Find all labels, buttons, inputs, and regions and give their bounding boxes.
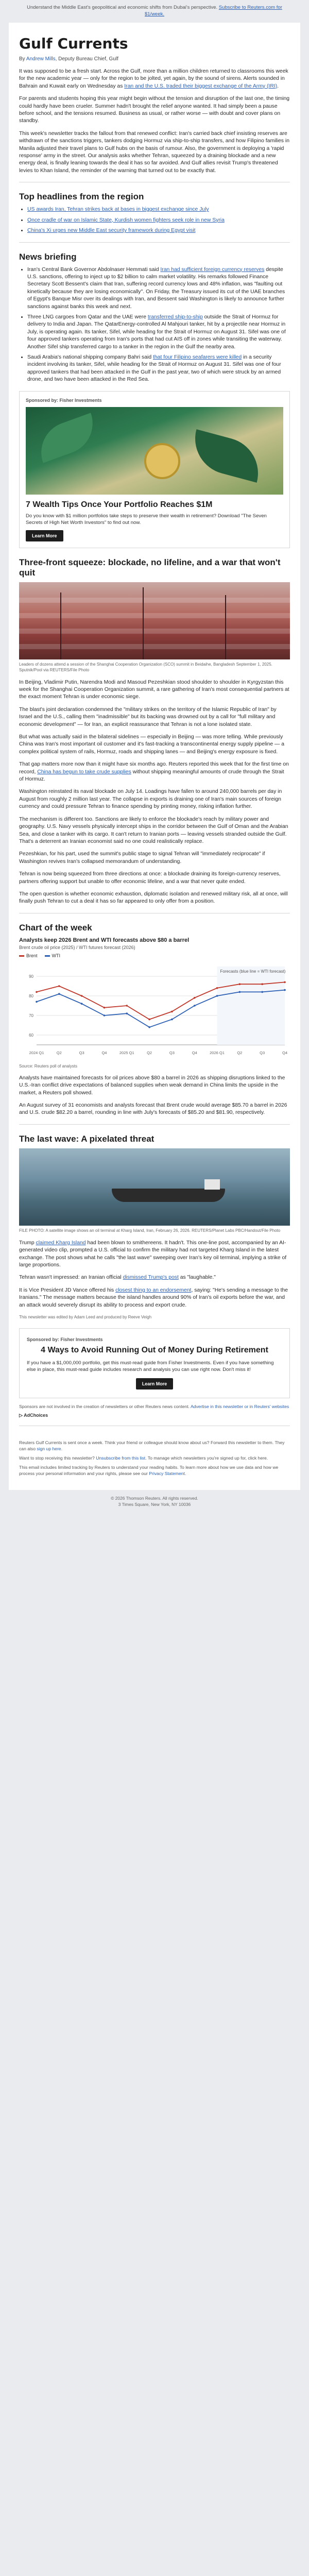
x-tick-label: Q4: [192, 1050, 197, 1055]
threat-photo-caption: FILE PHOTO: A satellite image shows an oil terminal at Kharg Island, Iran, February 26, 2026. REUTERS/Planet Labs PBC/Handout/File Photo: [19, 1228, 281, 1233]
tanker-bridge-shape: [204, 1179, 220, 1190]
feature-paragraph: Washington reinstated its naval blockade on July 14. Loadings have fallen to around 240,000 barrels per day in August from roughly 2 million last year. The collapse in exports is draining one of Iran's main sources of foreign currency and could pressure Tehran to finance spending by printing money, risking inflation further.: [19, 789, 282, 810]
promo-card[interactable]: [19, 1328, 290, 1398]
legend-item-brent: Brent: [19, 953, 38, 958]
data-point-wti: [104, 1014, 106, 1016]
promo-learn-more-button[interactable]: Learn More: [136, 1378, 174, 1389]
oil-price-chart: [19, 961, 290, 1059]
address: 3 Times Square, New York, NY 10036: [118, 1502, 191, 1507]
intro-paragraph-2: For parents and students hoping this year might begin without the tension and disruption of the last one, the timing could hardly have been crueler. Summer hadn't brought the relief anyone wanted. It had simply been a pause before school, and the tensions resumed. Business as usual, or rather worse — with doubt and cover plans on standby.: [19, 96, 290, 124]
edit-note: This newsletter was edited by Adam Leed and produced by Reeve Veigh: [19, 1315, 152, 1320]
tanker-shape: [112, 1189, 225, 1202]
sponsor-text: Do you know with $1 million portfolios take steps to preserve their wealth in retirement? Download "The Seven Secrets of High Net Worth Investors" to find out now.: [26, 513, 267, 526]
top-headlines-title: Top headlines from the region: [19, 192, 144, 202]
footer-line: Want to stop receiving this newsletter? Unsubscribe from this list. To manage which newsletters you're signed up for, click here.: [19, 1455, 268, 1461]
data-point-brent: [239, 983, 241, 985]
feature-paragraph: But what was actually said in the bilateral sidelines — especially in Beijing — was more telling. While previously China was Iran's most important oil customer and it's fast-tracking a transcontinental energy supply pipeline — a complex political system of rails, Hormuz, roads and shipping lanes — and Beijing's energy exposure is fixed.: [19, 734, 285, 755]
threat-title: The last wave: A pixelated threat: [19, 1133, 154, 1144]
briefing-item: • Iran's Central Bank Governor Abdolnaser Hemmati said Iran had sufficient foreign currency reserves despite U.S. sanctions, offering to inject up to $2 billion to calm market volatility. His remarks followed Finance Secretary Scott Bessent's claim that Iran, suffering record currency lows and 48% inflation, was "faulting out kinetically because they are losing economically". On Friday, the Treasury issued its cut of the UAE branches of Egypt's Banque Misr over its dealings with Iran, and Bessent said Washington is likely to announce further sanctions against banks this week and next.: [27, 266, 290, 311]
adchoices-icon: ▷: [19, 1413, 23, 1418]
headline-link[interactable]: Once cradle of war on Islamic State, Kurdish women fighters seek role in new Syria: [27, 217, 225, 223]
data-point-wti: [148, 1026, 150, 1028]
briefing-item: • Three LNG cargoes from Qatar and the UAE were transferred ship-to-ship outside the Strait of Hormuz for delivery to India and Japan. The QatarEnergy-controlled Al Mahjouri tanker, hit by a projectile near Hormuz in July, is operating again. Its tanker, Sifel, while heading for the Strait of Hormuz on August 31. Sifel was one of four approved tankers operating from Iran's ports that had cut AIS off in zones while transiting the waterway. Another Sifel ship transferred cargo to a tanker in the region in the Gulf the nearby area.: [27, 314, 290, 351]
data-point-wti: [284, 989, 286, 991]
data-point-brent: [284, 981, 286, 983]
data-point-brent: [216, 987, 218, 989]
chart-container: [19, 937, 290, 1069]
data-point-wti: [171, 1019, 173, 1021]
sponsor-title[interactable]: 7 Wealth Tips Once Your Portfolio Reaches $1M: [26, 500, 213, 509]
promo-label: Sponsored by: Fisher Investments: [27, 1337, 103, 1343]
footer-line: This email includes limited tracking by Reuters to understand your reading habits. To learn more about how we use data and how we process your personal information and your rights, please see our Privacy Statement.: [19, 1465, 279, 1477]
threat-link[interactable]: claimed Kharg Island: [36, 1240, 86, 1246]
data-point-brent: [171, 1010, 173, 1012]
y-tick-label: 70: [29, 1013, 33, 1018]
x-tick-label: 2024 Q1: [29, 1050, 44, 1055]
data-point-wti: [239, 991, 241, 993]
feature-paragraph: The mechanism is different too. Sanctions are likely to enforce the blockade's reach by military power and geography. U.S. Navy vessels physically intercept ships in the corridor between the Gulf of Oman and the Arabian Sea, and close a tanker with its cargo. It can't return to Iranian ports — leaving vessels stranded outside the Gulf. That's a deterrent an Iranian economist said no one could realistically replace.: [19, 816, 288, 844]
promo-title[interactable]: 4 Ways to Avoid Running Out of Money During Retirement: [41, 1346, 268, 1355]
intro-link[interactable]: Iran and the U.S. traded their biggest exchange of the Army (IRI): [124, 83, 278, 89]
copyright-block: [0, 1490, 309, 1518]
threat-link[interactable]: dismissed Trump's post: [123, 1275, 179, 1281]
legend-swatch: [45, 955, 50, 957]
headline-item: [27, 227, 290, 234]
intro-paragraph-1: It was supposed to be a fresh start. Across the Gulf, more than a million children returned to classrooms this week for the new academic year — only for the region to be jolted, yet again, by the sound of sirens. Alerts sounded in Bahrain and Kuwait early on Wednesday as Iran and the U.S. traded their biggest exchange of the Army (IRI).: [19, 69, 288, 89]
forecast-annotation: Forecasts (blue line = WTI forecast): [220, 969, 286, 974]
footer-line: Reuters Gulf Currents is sent once a week. Think your friend or colleague should know about us? Forward this newsletter to them. They can also sign up here.: [19, 1440, 285, 1452]
x-tick-label: Q2: [56, 1050, 62, 1055]
unsubscribe-link[interactable]: Unsubscribe from this list: [96, 1455, 146, 1461]
forecast-region: [217, 967, 285, 1045]
leaf-shape: [187, 429, 266, 483]
data-point-brent: [148, 1019, 150, 1021]
chart-title: Analysts keep 2026 Brent and WTI forecasts above $80 a barrel: [19, 937, 190, 943]
divider: [19, 242, 290, 243]
privacy-link[interactable]: Privacy Statement: [149, 1471, 185, 1477]
y-tick-label: 60: [29, 1032, 33, 1038]
newsletter-title: Gulf Currents: [19, 35, 128, 52]
data-point-wti: [81, 1003, 83, 1005]
briefing-link[interactable]: transferred ship-to-ship: [147, 314, 203, 320]
feature-paragraph: That gap matters more now than it might have six months ago. Reuters reported this week that for the first time on record, China has begun to take crude supplies without shipping meaningful amounts of crude through the Strait of Hormuz.: [19, 761, 289, 783]
top-note: [0, 0, 309, 23]
leaf-shape: [32, 413, 101, 463]
newsletter-body: [9, 23, 300, 1490]
data-point-brent: [36, 991, 38, 993]
feature-paragraph: Pezeshkian, for his part, used the summit's public stage to signal Tehran will "immediately reciprocate" if Washington revives Iran's collapsed memorandum of understanding.: [19, 851, 265, 865]
news-briefing-title: News briefing: [19, 251, 77, 262]
x-tick-label: Q3: [260, 1050, 265, 1055]
data-point-wti: [126, 1012, 128, 1014]
sponsor-disclaimer: Sponsors are not involved in the creation of newsletters or other Reuters news content. Advertise in this newsletter or in Reuters' websites: [19, 1404, 289, 1410]
x-tick-label: Q4: [101, 1050, 107, 1055]
data-point-brent: [126, 1005, 128, 1007]
photo-pole: [143, 587, 144, 659]
threat-photo: [19, 1148, 290, 1226]
data-point-wti: [261, 991, 263, 993]
x-tick-label: Q2: [147, 1050, 152, 1055]
photo-stripe: [19, 644, 290, 649]
advertise-link[interactable]: Advertise in this newsletter or in Reuters' websites: [190, 1404, 289, 1410]
chart-paragraph: Analysts have maintained forecasts for oil prices above $80 a barrel in 2026 as shipping disruptions linked to the U.S.-Iran conflict drive expectations of balanced supplies when weak demand in China limits the upside in the market, a Reuters poll showed.: [19, 1075, 285, 1096]
news-briefing-list: [19, 266, 290, 384]
chart-legend: [19, 953, 290, 958]
headline-item: [27, 206, 290, 213]
feature-paragraph: The open question is whether economic exhaustion, diplomatic isolation and renewed military risk, all at once, will finally push Tehran to cut a deal it has so far appeared to only offer from a position.: [19, 891, 288, 905]
feature-paragraph: In Beijing, Vladimir Putin, Narendra Modi and Masoud Pezeshkian stood shoulder to shoulder in Kyrgyzstan this week for the Shanghai Cooperation Organization summit, a rare gathering of Iran's most consequential partners at the exact moment Tehran is under economic siege.: [19, 679, 289, 700]
author-link[interactable]: Andrew Mills: [26, 56, 56, 62]
photo-stripe: [19, 598, 290, 603]
x-tick-label: Q2: [237, 1050, 243, 1055]
headline-item: [27, 217, 290, 224]
byline: By Andrew Mills, Deputy Bureau Chief, Gulf: [19, 56, 118, 62]
chart-paragraph: An August survey of 31 economists and analysts forecast that Brent crude would average $85.70 a barrel in 2026 and U.S. crude $82.20 a barrel, rounding in line with July's forecasts of $85.20 and $81.90, respectively.: [19, 1102, 287, 1116]
sponsor-label: Sponsored by: Fisher Investments: [26, 397, 102, 403]
data-point-brent: [104, 1007, 106, 1009]
feature-title: Three-front squeeze: blockade, no lifeline, and a war that won't quit: [19, 557, 281, 578]
feature-photo-caption: Leaders of dozens attend a session of the Shanghai Cooperation Organization (SCO) summit in Beidaihe, Bangladesh September 1, 2025. Sputnik/Pool via REUTERS/File Photo: [19, 662, 272, 672]
briefing-link[interactable]: Iran had sufficient foreign currency reserves: [160, 266, 265, 273]
data-point-wti: [194, 1005, 196, 1007]
legend-swatch: [19, 955, 24, 957]
threat-paragraph: Trump claimed Kharg Island had been blown to smithereens. It hadn't. This one-line post, accompanied by an AI-generated video clip, prompted a U.S. official to confirm the military had not targeted Kharg Island in the latest exchange. The post shows what he calls "the last wave" sweeping over Iran's key oil terminal, implying a strike of large proportions.: [19, 1240, 287, 1268]
threat-paragraph: It is Vice President JD Vance offered his closest thing to an endorsement, saying: "He's sending a message to the Iranians." The message matters because the island handles around 90% of Iran's oil exports before the war, and an attack would severely disrupt its ability to process and export crude.: [19, 1287, 288, 1308]
sponsor-image[interactable]: [26, 407, 283, 495]
chart-section-title: Chart of the week: [19, 922, 92, 933]
feature-link[interactable]: China has begun to take crude supplies: [37, 769, 131, 775]
sponsor-learn-more-button[interactable]: Learn More: [26, 530, 63, 541]
chart-source: Source: Reuters poll of analysts: [19, 1063, 77, 1069]
y-tick-label: 90: [29, 974, 33, 979]
threat-link[interactable]: closest thing to an endorsement: [115, 1287, 192, 1293]
briefing-link[interactable]: that four Filipino seafarers were killed: [153, 354, 242, 360]
data-point-brent: [194, 997, 196, 999]
divider: [19, 1124, 290, 1125]
intro-paragraph-3: This week's newsletter tracks the fallout from that renewed conflict: Iran's carried back chief insisting reserves are withdrawn of the sanctions triggers, tankers dodging Hormuz via ship-to-ship transfers, and how Filipino families in Manila adjusted their travel plans to Gulf hubs on the basis of rumour. Also, the government is deploying a 'rapid response' army in the street. Our analysis asks whether Tehran, squeezed by a draining blockade and a new energy deal, is finally leaning towards the deal it has so far avoided. And Gulf allies revisit Trump's threatened levies to Khan Island, the reminder of the warning that turned out to be exactly that.: [19, 130, 289, 174]
data-point-brent: [58, 985, 60, 987]
coin-shape: [144, 443, 180, 479]
briefing-item: • Saudi Arabia's national shipping company Bahri said that four Filipino seafarers were killed in a security incident involving its tanker, Sifel, while heading for the Strait of Hormuz on August 31. Sifel was one of four approved tankers that had been attacked in the Gulf in the past year, two of which were struck by an armed drone, and two have been attacked in the Red Sea.: [27, 354, 290, 384]
copyright: © 2026 Thomson Reuters. All rights reserved.: [111, 1496, 198, 1501]
sponsor-card[interactable]: [19, 391, 290, 548]
data-point-wti: [216, 995, 218, 997]
top-note-text: Understand the Middle East's geopolitical and economic shifts from Dubai's perspective.: [27, 5, 218, 10]
top-headlines-list: [19, 206, 290, 234]
footer: [19, 1433, 290, 1477]
feature-paragraph: The blast's joint declaration condemned the "military strikes on the territory of the Islamic Republic of Iran" by Israel and the U.S., calling them "inadmissible" but its backing was drowned out by a call for "full military and economic development" — for Iran, an explicit reassurance that Tehran is not a lone isolated state.: [19, 706, 277, 727]
headline-link[interactable]: US awards Iran, Tehran strikes back at bases in biggest exchange since July: [27, 207, 209, 213]
headline-link[interactable]: China's Xi urges new Middle East security framework during Egypt visit: [27, 228, 196, 234]
legend-item-wti: WTI: [45, 953, 61, 958]
x-tick-label: 2025 Q1: [119, 1050, 134, 1055]
photo-stripe: [19, 613, 290, 618]
subscribe-link[interactable]: Subscribe to Reuters.com for $1/week.: [144, 5, 282, 17]
data-point-wti: [36, 1001, 38, 1003]
photo-pole: [225, 595, 226, 659]
adchoices-badge[interactable]: ▷ AdChoices: [19, 1413, 48, 1418]
feature-paragraph: Tehran is now being squeezed from three directions at once: a blockade draining its foreign-currency reserves, partners offering support but unable to offer economic lifeline, and a war that never quite ended.: [19, 871, 281, 885]
chart-subtitle: Brent crude oil price (2025) / WTI futures forecast (2026): [19, 944, 135, 950]
promo-text: If you have a $1,000,000 portfolio, get this must-read guide from Fisher Investments. Even if you have something else in place, this must-read guide includes research and analysis you can use right now. Don't miss it!: [27, 1360, 274, 1373]
x-tick-label: Q3: [79, 1050, 84, 1055]
feature-photo: [19, 582, 290, 659]
signup-link[interactable]: sign up here: [37, 1446, 61, 1452]
x-tick-label: Q4: [282, 1050, 288, 1055]
x-tick-label: 2026 Q1: [210, 1050, 225, 1055]
y-tick-label: 80: [29, 993, 33, 998]
data-point-wti: [58, 993, 60, 995]
threat-paragraph: Tehran wasn't impressed: an Iranian official dismissed Trump's post as "laughable.": [19, 1275, 216, 1281]
photo-stripe: [19, 629, 290, 634]
photo-pole: [60, 592, 61, 659]
x-tick-label: Q3: [169, 1050, 175, 1055]
data-point-brent: [81, 995, 83, 997]
data-point-brent: [261, 983, 263, 985]
